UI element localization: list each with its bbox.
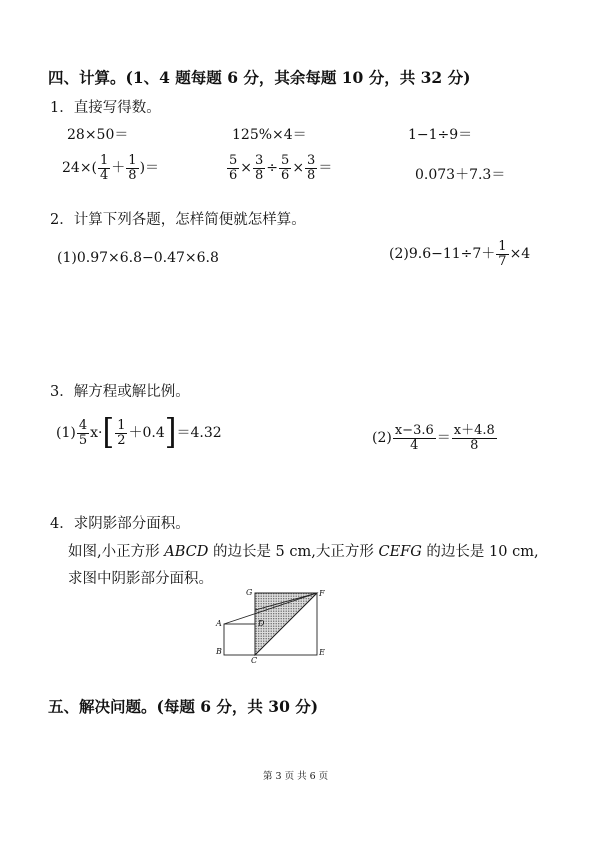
fraction: $\frac{1}{2}$ [117,417,126,448]
q3-label: 3．解方程或解比例。 [50,384,190,400]
q1-item-3: 1−1÷9＝ [408,127,473,143]
q1-item-6: 0.073＋7.3＝ [415,167,506,183]
label-E: E [319,648,325,657]
q3-part2: (2) $\frac{x-3.6}{4}$ ＝ $\frac{x+4.8}{8}$ [372,423,495,453]
label-C: C [251,656,258,665]
label-F: F [319,589,325,598]
small-square [224,624,255,655]
fraction: $\frac{5}{6}$ [229,153,238,183]
section4-title: 四、计算。(1、4 题每题 6 分，其余每题 10 分，共 32 分) [48,68,471,87]
label-D: D [258,619,265,628]
fraction: $\frac{1}{8}$ [128,153,137,183]
label-B: B [216,647,222,656]
q3-part1: (1) $\frac{4}{5}$ x·[ $\frac{1}{2}$ ＋0.4]＝4.32 [56,412,222,453]
q1-item-4: 24×( $\frac{1}{4}$ ＋ $\frac{1}{8}$ )＝ [62,153,160,183]
fraction: $\frac{1}{4}$ [100,153,109,183]
page-footer: 第 3 页 共 6 页 [263,771,329,782]
squares-figure [210,585,330,665]
q2-part1: (1)0.97×6.8−0.47×6.8 [57,250,219,266]
q1-item-2: 125%×4＝ [232,127,307,143]
q4-description-line2: 求图中阴影部分面积。 [68,571,213,587]
label-A: A [216,619,222,628]
q1-item-1: 28×50＝ [67,127,129,143]
q1-label: 1．直接写得数。 [50,100,161,116]
fraction: $\frac{x+4.8}{8}$ [453,423,495,453]
fraction: $\frac{4}{5}$ [78,417,88,448]
fraction: $\frac{3}{8}$ [307,153,316,183]
section5-title: 五、解决问题。(每题 6 分，共 30 分) [48,697,319,716]
q4-description-line1: 如图,小正方形 ABCD 的边长是 5 cm,大正方形 CEFG 的边长是 10 cm, [68,544,539,560]
label-G: G [246,588,253,597]
fraction: $\frac{x-3.6}{4}$ [394,423,434,453]
fraction: $\frac{3}{8}$ [255,153,264,183]
q2-part2: (2)9.6−11÷7＋ $\frac{1}{7}$ ×4 [389,239,531,269]
q1-item-5: $\frac{5}{6}$ × $\frac{3}{8}$ ÷ $\frac{5}{6}$ × $\frac{3}{8}$ ＝ [229,153,333,183]
q2-label: 2．计算下列各题，怎样简便就怎样算。 [50,212,306,228]
fraction: $\frac{1}{7}$ [498,239,507,269]
q4-label: 4．求阴影部分面积。 [50,516,190,532]
fraction: $\frac{5}{6}$ [281,153,290,183]
